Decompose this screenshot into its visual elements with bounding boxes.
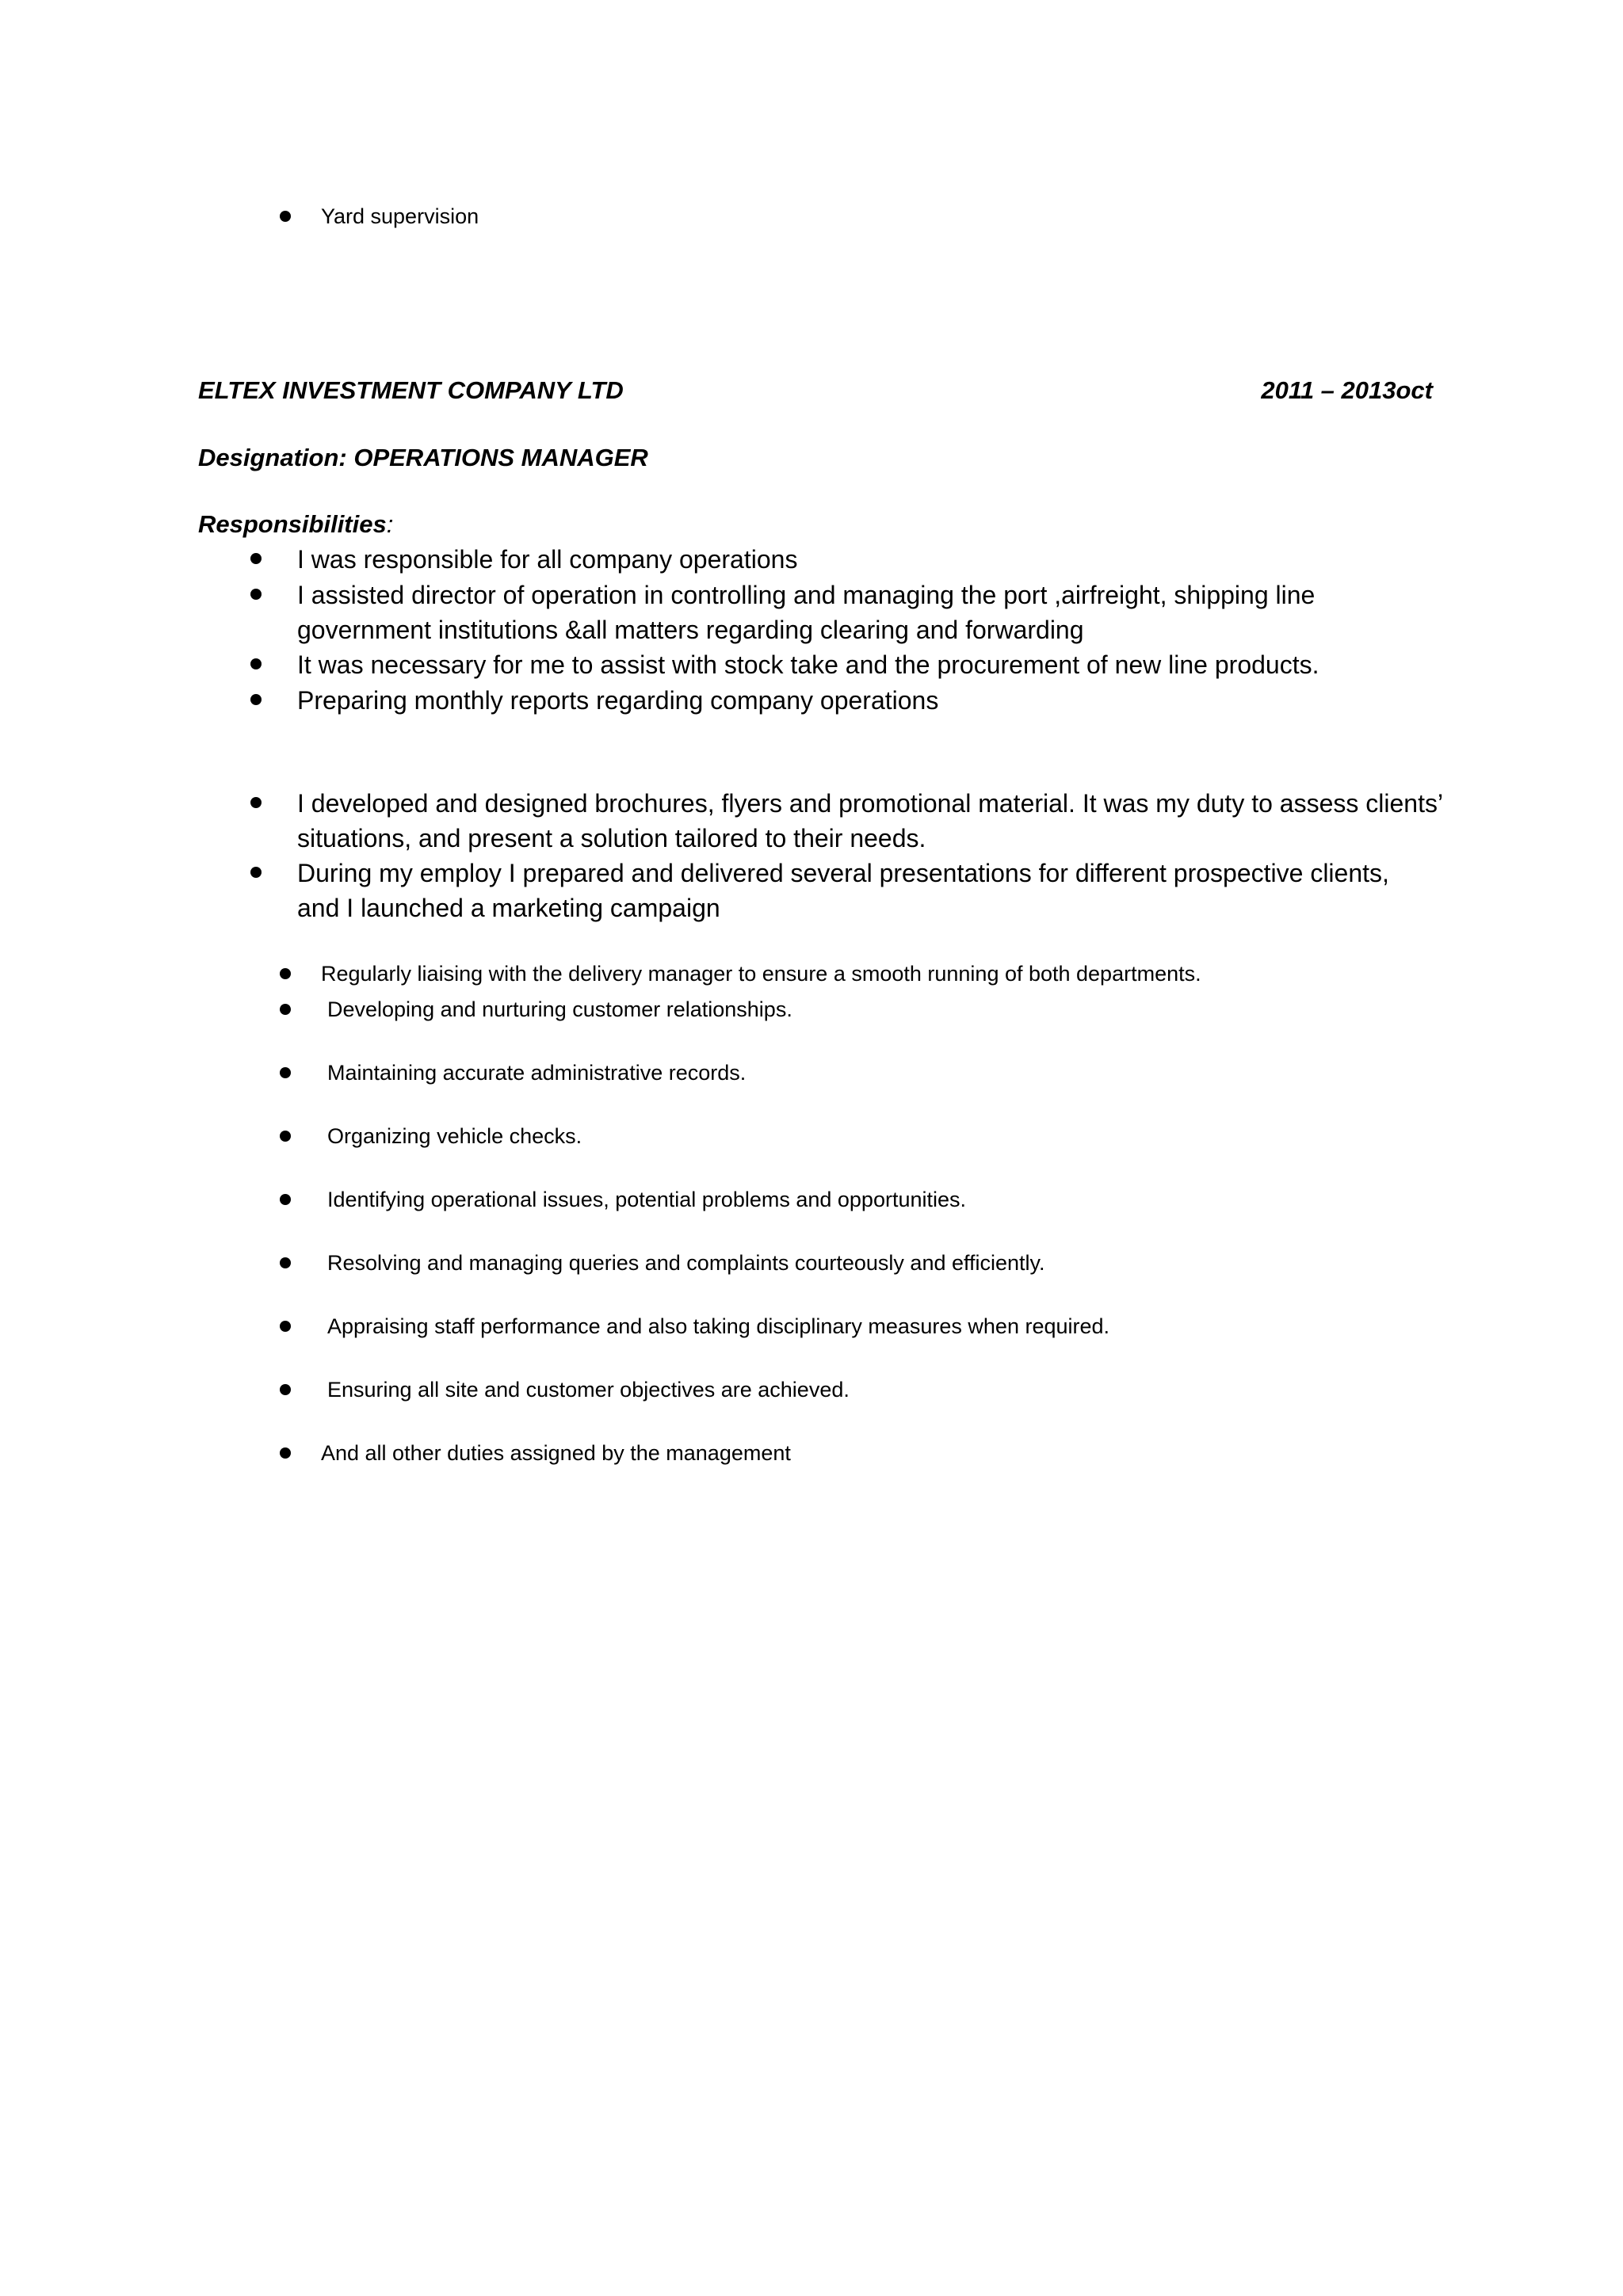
bullet-icon [280, 968, 291, 979]
list-item: Maintaining accurate administrative records. [327, 1061, 747, 1085]
bullet-icon [280, 1257, 291, 1268]
bullet-icon [280, 1194, 291, 1205]
bullet-icon [280, 1131, 291, 1142]
list-item: Identifying operational issues, potential problems and opportunities. [327, 1188, 967, 1211]
bullet-icon [250, 694, 262, 705]
bullet-icon [250, 867, 262, 878]
employment-dates: 2011 – 2013oct [1261, 376, 1433, 404]
bullet-icon [280, 1004, 291, 1015]
bullet-icon [280, 1384, 291, 1395]
bullet-icon [250, 797, 262, 808]
responsibilities-heading [198, 512, 393, 536]
list-item-line-1: I assisted director of operation in controlling and managing the port ,airfreight, shipping line [297, 581, 1316, 609]
list-item: Organizing vehicle checks. [327, 1124, 582, 1148]
list-item: Regularly liaising with the delivery manager to ensure a smooth running of both departments. [321, 962, 1201, 986]
bullet-icon [250, 658, 262, 669]
bullet-icon [280, 211, 291, 222]
company-name: ELTEX INVESTMENT COMPANY LTD [198, 376, 624, 404]
list-item: Appraising staff performance and also taking disciplinary measures when required. [327, 1314, 1110, 1338]
list-item: Ensuring all site and customer objectives are achieved. [327, 1378, 850, 1402]
list-item: Yard supervision [321, 204, 479, 228]
bullet-icon [280, 1447, 291, 1459]
list-item-line-1: During my employ I prepared and delivered several presentations for different prospective clients, [297, 859, 1389, 887]
list-item-line-2: and I launched a marketing campaign [297, 894, 720, 922]
list-item: Preparing monthly reports regarding company operations [297, 686, 939, 715]
list-item-line-2: situations, and present a solution tailored to their needs. [297, 824, 926, 852]
responsibilities-colon: : [386, 510, 394, 538]
list-item-line-1: I developed and designed brochures, flyers and promotional material. It was my duty to assess clients’ [297, 789, 1444, 818]
list-item: And all other duties assigned by the management [321, 1441, 791, 1465]
bullet-icon [250, 553, 262, 564]
list-item: Resolving and managing queries and complaints courteously and efficiently. [327, 1251, 1045, 1275]
bullet-icon [280, 1067, 291, 1078]
list-item-line-2: government institutions &all matters regarding clearing and forwarding [297, 616, 1084, 644]
bullet-icon [250, 589, 262, 600]
list-item: Developing and nurturing customer relationships. [327, 997, 792, 1021]
list-item: I was responsible for all company operations [297, 545, 798, 574]
bullet-icon [280, 1321, 291, 1332]
responsibilities-label: Responsibilities [198, 510, 387, 538]
designation: Designation: OPERATIONS MANAGER [198, 444, 648, 471]
list-item: It was necessary for me to assist with stock take and the procurement of new line products. [297, 650, 1319, 679]
